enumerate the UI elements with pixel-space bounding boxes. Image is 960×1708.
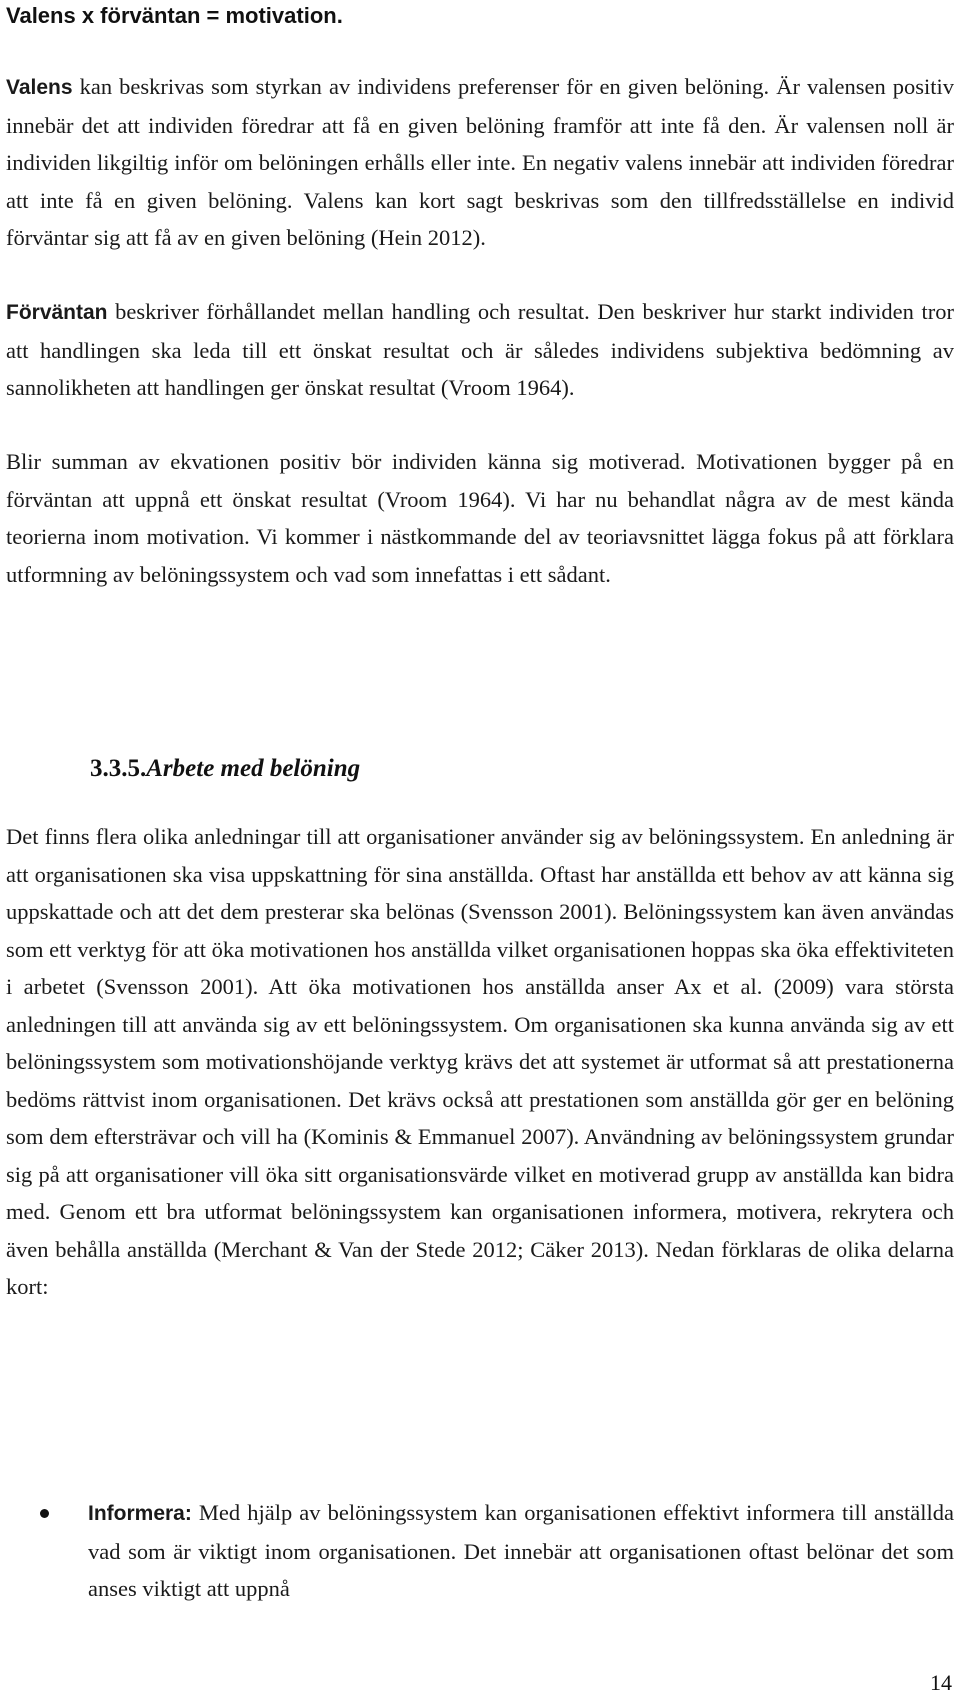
forvantan-text: beskriver förhållandet mellan handling och resultat. Den beskriver hur starkt individen tror att handlingen ska leda till ett önskat resultat och är således individens subjektiva bedömning av sannolikheten att handlingen ger önskat resultat (Vroom 1964). <box>6 299 954 400</box>
section-title: Arbete med belöning <box>146 755 361 782</box>
section-number: 3.3.5. <box>90 755 147 782</box>
forvantan-term: Förväntan <box>6 301 108 324</box>
page-number: 14 <box>930 1670 952 1695</box>
bullet-item-informera <box>0 1494 954 1608</box>
valens-paragraph <box>6 68 954 257</box>
valens-term: Valens <box>6 76 73 99</box>
bullet-list <box>0 1494 954 1608</box>
section-paragraph: Det finns flera olika anledningar till att organisationer använder sig av belöningssystem. En anledning är att organisationen ska visa uppskattning för sina anställda. Oftast har anställda ett behov av att känna sig uppskattade och att det dem presterar ska belönas (Svensson 2001). Belöningssystem kan även användas som ett verktyg för att öka motivationen hos anställda vilket organisationen hoppas ska öka effektiviteten i arbetet (Svensson 2001). Att öka motivationen hos anställda anser Ax et al. (2009) vara största anledningen till att använda sig av ett belöningssystem. Om organisationen ska kunna använda sig av ett belöningssystem som motivationshöjande verktyg krävs det att systemet är utformat så att prestationerna bedöms rättvist inom organisationen. Det krävs också att prestationen som anställda gör ger en belöning som dem eftersträvar och vill ha (Kominis & Emmanuel 2007). Användning av belöningssystem grundar sig på att organisationer vill öka sitt organisationsvärde vilket en motiverad grupp av anställda kan bidra med. Genom ett bra utformat belöningssystem kan organisationen informera, motivera, rekrytera och även behålla anställda (Merchant & Van der Stede 2012; Cäker 2013). Nedan förklaras de olika delarna kort: <box>6 824 954 1299</box>
equation-heading: Valens x förväntan = motivation. <box>6 3 343 28</box>
bullet-term: Informera: <box>88 1502 192 1525</box>
forvantan-paragraph <box>6 293 954 407</box>
valens-text: kan beskrivas som styrkan av individens preferenser för en given belöning. Är valensen positiv innebär det att individen föredrar att få en given belöning framför att inte få den. Är valensen noll är individen likgiltig inför om belöningen erhålls eller inte. En negativ valens innebär att individen föredrar att inte få en given belöning. Valens kan kort sagt beskrivas som den tillfredsställelse en individ förväntar sig att få av en given belöning (Hein 2012). <box>6 74 954 250</box>
bullet-dot-icon <box>40 1509 49 1518</box>
section-heading <box>90 752 360 786</box>
summary-paragraph: Blir summan av ekvationen positiv bör individen känna sig motiverad. Motivationen bygger på en förväntan att uppnå ett önskat resultat (Vroom 1964). Vi har nu behandlat några av de mest kända teorierna inom motivation. Vi kommer i nästkommande del av teoriavsnittet lägga fokus på att förklara utformning av belöningssystem och vad som innefattas i ett sådant. <box>6 449 954 587</box>
bullet-text: Med hjälp av belöningssystem kan organisationen effektivt informera till anställda vad som är viktigt inom organisationen. Det innebär att organisationen oftast belönar det som anses viktigt att uppnå <box>88 1500 954 1601</box>
